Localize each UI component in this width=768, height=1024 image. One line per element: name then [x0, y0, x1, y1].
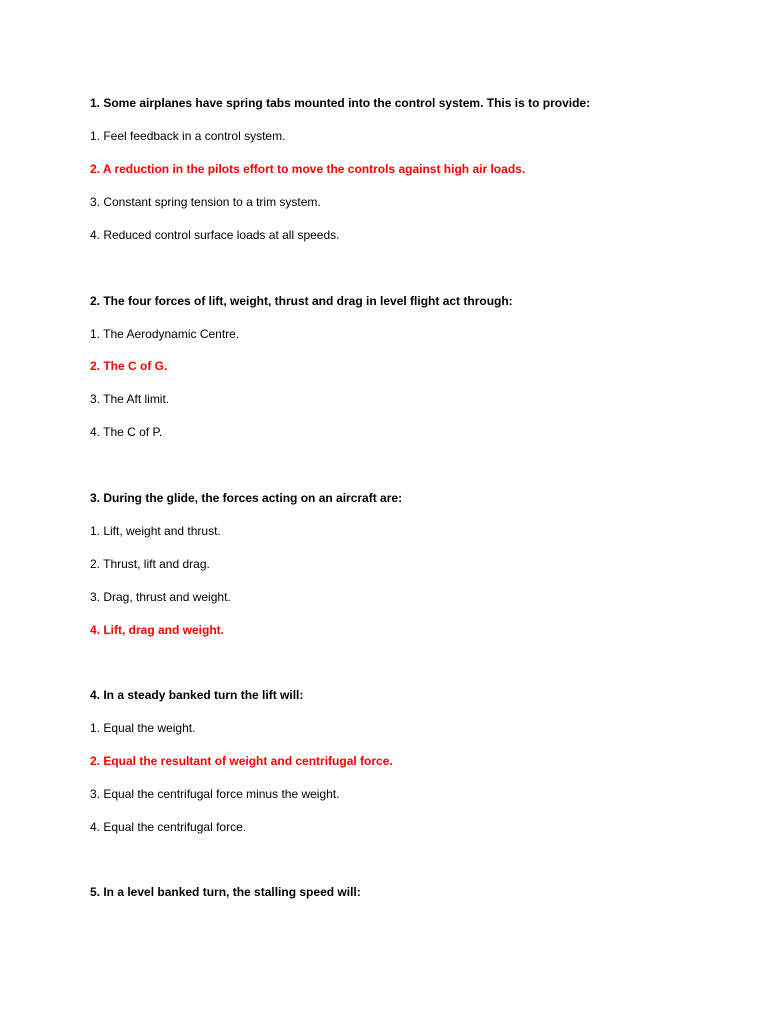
question-2-option-1: 1. The Aerodynamic Centre.: [90, 327, 240, 341]
question-3-option-4-correct: 4. Lift, drag and weight.: [90, 623, 225, 637]
question-4-option-2-correct: 2. Equal the resultant of weight and centrifugal force.: [90, 754, 393, 768]
question-3-option-2: 2. Thrust, lift and drag.: [90, 557, 210, 571]
question-4: 4. In a steady banked turn the lift will:: [90, 688, 304, 702]
question-2: 2. The four forces of lift, weight, thrust and drag in level flight act through:: [90, 294, 513, 308]
question-4-option-4: 4. Equal the centrifugal force.: [90, 820, 247, 834]
question-1: 1. Some airplanes have spring tabs mounted into the control system. This is to provide:: [90, 96, 591, 110]
question-4-option-3: 3. Equal the centrifugal force minus the weight.: [90, 787, 340, 801]
question-3: 3. During the glide, the forces acting on an aircraft are:: [90, 491, 403, 505]
question-5: 5. In a level banked turn, the stalling speed will:: [90, 885, 361, 899]
question-1-option-1: 1. Feel feedback in a control system.: [90, 129, 286, 143]
question-1-option-3: 3. Constant spring tension to a trim system.: [90, 195, 321, 209]
question-4-option-1: 1. Equal the weight.: [90, 721, 196, 735]
question-2-option-4: 4. The C of P.: [90, 425, 163, 439]
question-3-option-3: 3. Drag, thrust and weight.: [90, 590, 231, 604]
question-2-option-3: 3. The Aft limit.: [90, 392, 170, 406]
question-1-option-2-correct: 2. A reduction in the pilots effort to move the controls against high air loads.: [90, 162, 526, 176]
question-3-option-1: 1. Lift, weight and thrust.: [90, 524, 221, 538]
question-1-option-4: 4. Reduced control surface loads at all speeds.: [90, 228, 340, 242]
question-2-option-2-correct: 2. The C of G.: [90, 359, 168, 373]
